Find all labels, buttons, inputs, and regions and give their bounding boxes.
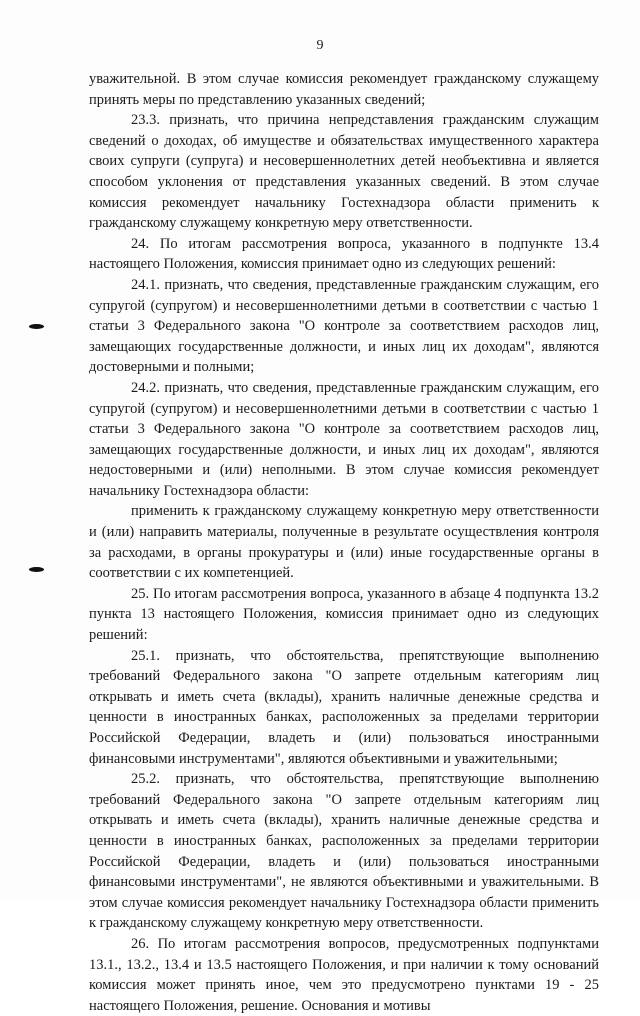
paragraph-23-3: 23.3. признать, что причина непредставления гражданским служащим сведений о доходах, об имуществе и обязательствах имущественного характера своих супруги (супруга) и несовершеннолетних детей необъективна и является способом уклонения от представления указанных сведений. В этом случае комиссия рекомендует начальнику Гостехнадзора области применить к гражданскому служащему конкретную меру ответственности. bbox=[89, 112, 599, 232]
paragraph-26: 26. По итогам рассмотрения вопросов, предусмотренных подпунктами 13.1., 13.2., 13.4 и 13.5 настоящего Положения, и при наличии к тому оснований комиссия может принять иное, чем это предусмотрено пунктами 19 - 25 настоящего Положения, решение. Основания и мотивы bbox=[89, 935, 599, 1014]
document-body bbox=[89, 69, 599, 1016]
paragraph-24-2: 24.2. признать, что сведения, представленные гражданским служащим, его супругой (супругом) и несовершеннолетними детьми в соответствии с частью 1 статьи 3 Федерального закона "О контроле за соответствием расходов лиц, замещающих государственные должности, и иных лиц их доходам", являются недостоверными и (или) неполными. В этом случае комиссия рекомендует начальнику Гостехнадзора области: bbox=[89, 379, 599, 499]
page-number: 9 bbox=[316, 38, 324, 53]
paragraph-25: 25. По итогам рассмотрения вопроса, указанного в абзаце 4 подпункта 13.2 пункта 13 настоящего Положения, комиссия принимает одно из следующих решений: bbox=[89, 585, 599, 644]
paragraph-24-1: 24.1. признать, что сведения, представленные гражданским служащим, его супругой (супругом) и несовершеннолетними детьми в соответствии с частью 1 статьи 3 Федерального закона "О контроле за соответствием расходов лиц, замещающих государственные должности, и иных лиц их доходам", являются достоверными и полными; bbox=[89, 276, 599, 376]
paragraph-25-2: 25.2. признать, что обстоятельства, препятствующие выполнению требований Федерального закона "О запрете отдельным категориям лиц открывать и иметь счета (вклады), хранить наличные денежные средства и ценности в иностранных банках, расположенных за пределами территории Российской Федерации, владеть и (или) пользоваться иностранными финансовыми инструментами", не являются объективными и уважительными. В этом случае комиссия рекомендует начальнику Гостехнадзора области применить к гражданскому служащему конкретную меру ответственности. bbox=[89, 771, 599, 932]
paragraph-25-1: 25.1. признать, что обстоятельства, препятствующие выполнению требований Федерального закона "О запрете отдельным категориям лиц открывать и иметь счета (вклады), хранить наличные денежные средства и ценности в иностранных банках, расположенных за пределами территории Российской Федерации, владеть и (или) пользоваться иностранными финансовыми инструментами", являются объективными и уважительными; bbox=[89, 647, 599, 767]
margin-mark bbox=[29, 324, 44, 329]
margin-mark bbox=[29, 567, 44, 572]
paragraph-continuation: уважительной. В этом случае комиссия рекомендует гражданскому служащему принять меры по представлению указанных сведений; bbox=[89, 71, 599, 108]
paragraph-24-2-apply: применить к гражданскому служащему конкретную меру ответственности и (или) направить материалы, полученные в результате осуществления контроля за расходами, в органы прокуратуры и (или) иные государственные органы в соответствии с их компетенцией. bbox=[89, 503, 599, 582]
paragraph-24: 24. По итогам рассмотрения вопроса, указанного в подпункте 13.4 настоящего Положения, комиссия принимает одно из следующих решений: bbox=[89, 235, 599, 273]
